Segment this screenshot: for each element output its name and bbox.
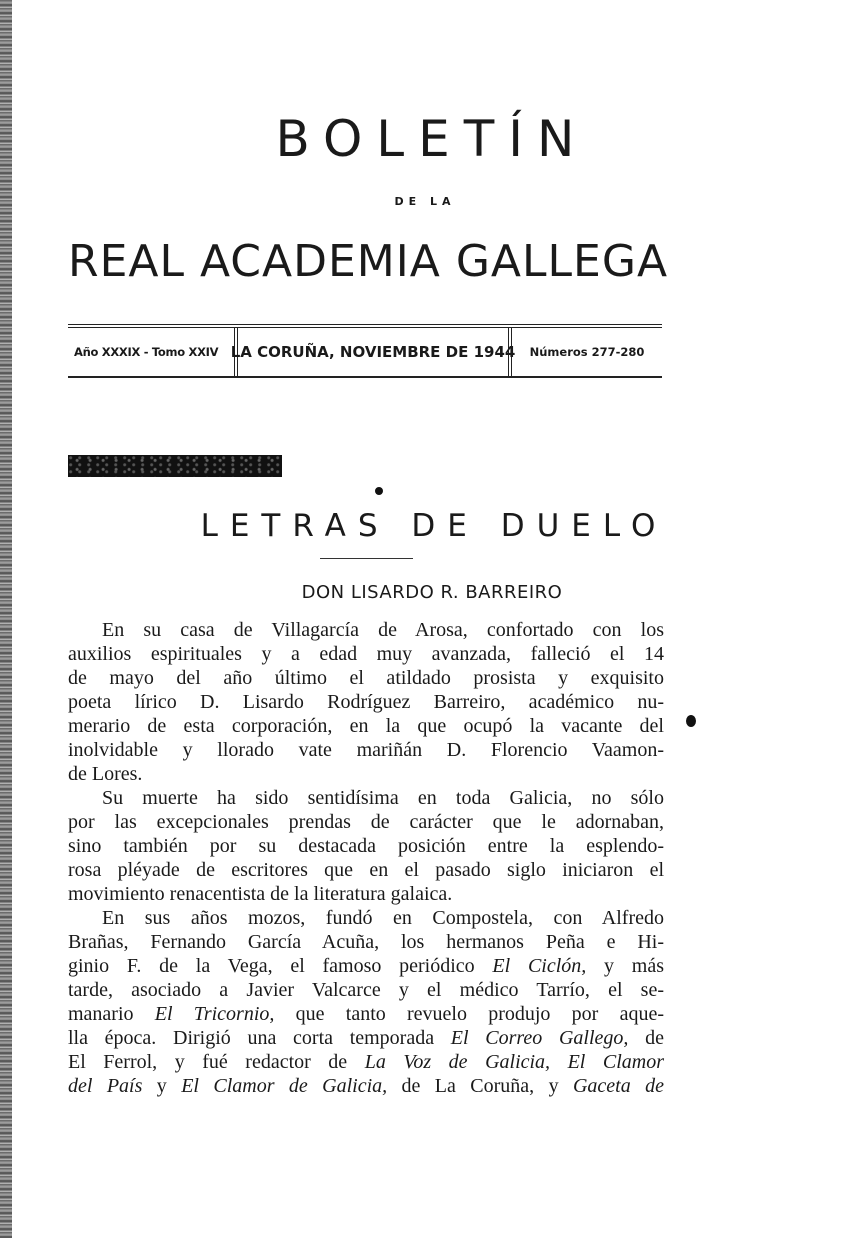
text-run: lla época. Dirigió una corta temporada (68, 1027, 451, 1049)
text-run: de mayo del año último el atildado prosista y exquisito (68, 667, 664, 689)
body-line (68, 1026, 664, 1050)
body-line (68, 882, 664, 906)
italic-title: del País (68, 1075, 143, 1097)
body-line (68, 978, 664, 1002)
body-line (68, 858, 664, 882)
italic-title: La Voz de Galicia, El Clamor (364, 1051, 665, 1073)
text-run: que tanto revuelo produjo por aque- (274, 1003, 664, 1025)
italic-title: El Clamor de Galicia, (181, 1075, 388, 1097)
section-marker-bar (68, 455, 282, 477)
text-run: de (628, 1027, 665, 1049)
masthead-title: BOLETÍN (275, 110, 589, 168)
text-run: sino también por su destacada posición entre la esplendo- (68, 835, 664, 857)
issue-info-band (68, 324, 662, 378)
text-run: movimiento renacentista de la literatura galaica. (68, 883, 453, 905)
page-binding-edge (0, 0, 12, 1238)
italic-title: Gaceta de (572, 1075, 664, 1097)
body-line (68, 1002, 664, 1026)
article-body (68, 618, 664, 1098)
issue-place-date: LA CORUÑA, NOVIEMBRE DE 1944 (234, 328, 512, 376)
body-line (68, 954, 664, 978)
body-line (68, 714, 664, 738)
article-subheading: DON LISARDO R. BARREIRO (301, 582, 563, 603)
text-run: por las excepcionales prendas de carácter que le adornaban, (68, 811, 664, 833)
body-line (68, 786, 664, 810)
body-line (68, 690, 664, 714)
body-line (68, 906, 664, 930)
body-line (68, 1050, 664, 1074)
body-line (68, 930, 664, 954)
text-run: y (142, 1075, 182, 1097)
body-line (68, 738, 664, 762)
italic-title: El Tricornio, (154, 1003, 275, 1025)
ornament-dot (375, 487, 383, 495)
body-line (68, 762, 664, 786)
text-run: El Ferrol, y fué redactor de (68, 1051, 365, 1073)
body-line (68, 642, 664, 666)
text-run: de La Coruña, y (387, 1075, 573, 1097)
text-run: rosa pléyade de escritores que en el pasado siglo iniciaron el (68, 859, 664, 881)
text-run: de Lores. (68, 763, 143, 785)
text-run: Brañas, Fernando García Acuña, los hermanos Peña e Hi- (68, 931, 664, 953)
italic-title: El Correo Gallego, (450, 1027, 629, 1049)
text-run: Su muerte ha sido sentidísima en toda Galicia, no sólo (102, 787, 664, 809)
body-line (68, 810, 664, 834)
text-run: y más (586, 955, 665, 977)
issue-numbers: Números 277-280 (529, 345, 645, 359)
body-line (68, 618, 664, 642)
text-run: En sus años mozos, fundó en Compostela, con Alfredo (102, 907, 664, 929)
text-run: tarde, asociado a Javier Valcarce y el médico Tarrío, el se- (68, 979, 664, 1001)
masthead-name: REAL ACADEMIA GALLEGA (68, 236, 669, 287)
title-rule (320, 558, 413, 559)
text-run: En su casa de Villagarcía de Arosa, confortado con los (102, 619, 664, 641)
text-run: merario de esta corporación, en la que ocupó la vacante del (68, 715, 664, 737)
text-run: auxilios espirituales y a edad muy avanzada, falleció el 14 (68, 643, 664, 665)
body-line (68, 666, 664, 690)
body-line (68, 834, 664, 858)
text-run: poeta lírico D. Lisardo Rodríguez Barreiro, académico nu- (68, 691, 664, 713)
text-run: manario (68, 1003, 155, 1025)
text-run: ginio F. de la Vega, el famoso periódico (68, 955, 493, 977)
margin-mark-dot (686, 715, 696, 727)
text-run: inolvidable y llorado vate mariñán D. Florencio Vaamon- (68, 739, 664, 761)
body-line (68, 1074, 664, 1098)
masthead-connector: DE LA (394, 195, 456, 208)
issue-year-volume: Año XXXIX - Tomo XXIV (74, 345, 219, 359)
article-title: LETRAS DE DUELO (200, 508, 668, 544)
italic-title: El Ciclón, (492, 955, 587, 977)
